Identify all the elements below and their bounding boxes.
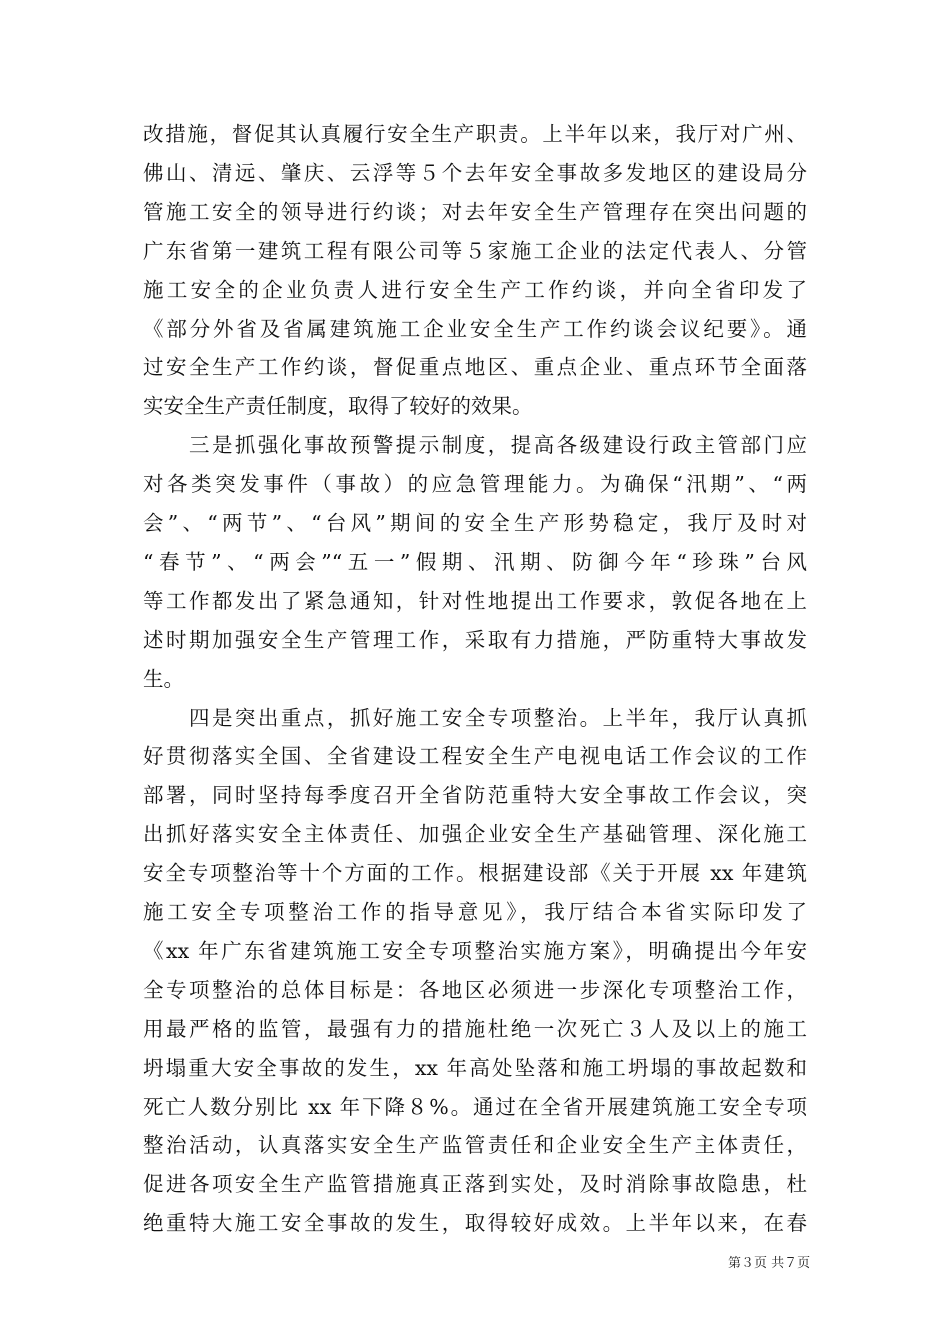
text-line: 死亡人数分别比 xx 年下降８%。通过在全省开展建筑施工安全专项	[143, 1094, 807, 1119]
text-line: 广东省第一建筑工程有限公司等５家施工企业的法定代表人、分管	[143, 238, 807, 263]
text-line: 好贯彻落实全国、全省建设工程安全生产电视电话工作会议的工作	[143, 744, 807, 769]
text-line: 四是突出重点，抓好施工安全专项整治。上半年，我厅认真抓	[143, 705, 807, 730]
text-line: 《部分外省及省属建筑施工企业安全生产工作约谈会议纪要》。通	[143, 316, 807, 341]
text-line: 促进各项安全生产监管措施真正落到实处，及时消除事故隐患，杜	[143, 1172, 807, 1197]
text-line: “春节”、“两会”“五一”假期、汛期、防御今年“珍珠”台风	[143, 549, 807, 574]
text-line: 会”、“两节”、“台风”期间的安全生产形势稳定，我厅及时对	[143, 511, 807, 535]
text-line: 施工安全的企业负责人进行安全生产工作约谈，并向全省印发了	[143, 277, 807, 302]
text-line: 整治活动，认真落实安全生产监管责任和企业安全生产主体责任，	[143, 1133, 807, 1158]
text-line: 安全专项整治等十个方面的工作。根据建设部《关于开展 xx 年建筑	[143, 861, 807, 886]
text-line: 绝重特大施工安全事故的发生，取得较好成效。上半年以来，在春	[143, 1211, 807, 1236]
text-line: 过安全生产工作约谈，督促重点地区、重点企业、重点环节全面落	[143, 355, 807, 380]
text-line: 述时期加强安全生产管理工作，采取有力措施，严防重特大事故发	[143, 627, 807, 652]
page-footer: 第３页 共７页	[728, 1256, 811, 1271]
text-line: 实安全生产责任制度，取得了较好的效果。	[143, 394, 533, 419]
text-line: 《xx 年广东省建筑施工安全专项整治实施方案》，明确提出今年安	[143, 938, 807, 963]
text-line: 全专项整治的总体目标是：各地区必须进一步深化专项整治工作，	[143, 977, 807, 1002]
text-line: 佛山、清远、肇庆、云浮等５个去年安全事故多发地区的建设局分	[143, 160, 807, 185]
text-line: 施工安全专项整治工作的指导意见》，我厅结合本省实际印发了	[143, 900, 807, 924]
text-line: 部署，同时坚持每季度召开全省防范重特大安全事故工作会议，突	[143, 783, 807, 808]
text-line: 对各类突发事件（事故）的应急管理能力。为确保“汛期”、“两	[143, 472, 807, 497]
text-line: 生。	[143, 666, 184, 691]
text-line: 用最严格的监管，最强有力的措施杜绝一次死亡３人及以上的施工	[143, 1016, 807, 1041]
text-line: 三是抓强化事故预警提示制度，提高各级建设行政主管部门应	[143, 433, 807, 458]
text-line: 等工作都发出了紧急通知，针对性地提出工作要求，敦促各地在上	[143, 588, 807, 613]
text-line: 出抓好落实安全主体责任、加强企业安全生产基础管理、深化施工	[143, 822, 807, 847]
text-line: 改措施，督促其认真履行安全生产职责。上半年以来，我厅对广州、	[143, 122, 807, 146]
text-line: 坍塌重大安全事故的发生，xx 年高处坠落和施工坍塌的事故起数和	[143, 1055, 807, 1080]
text-line: 管施工安全的领导进行约谈；对去年安全生产管理存在突出问题的	[143, 199, 807, 224]
